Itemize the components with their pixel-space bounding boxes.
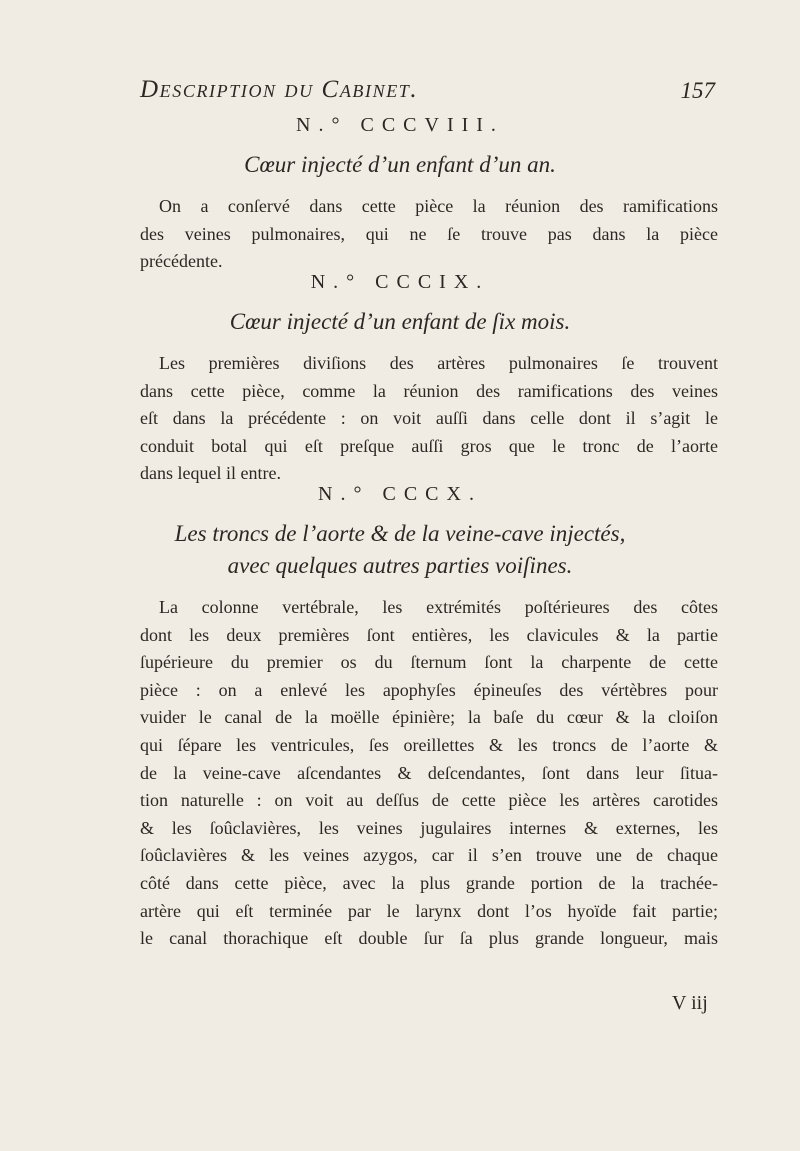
running-title: Description du Cabinet. [140,76,419,103]
section-body [140,594,718,953]
section-number: N.° CCCX. [318,483,482,505]
text-line: dans lequel il entre. [140,463,281,484]
text-line: dans cette pièce, comme la réunion des ramifications des veines [140,380,718,401]
section-title-line-1: Les troncs de l’aorte & de la veine-cave injectés, [174,521,626,546]
page-number: 157 [680,78,715,103]
text-line: tion naturelle : on voit au deſſus de cette pièce les artères carotides [140,790,718,811]
text-line: précédente. [140,251,223,272]
text-line: artère qui eſt terminée par le larynx dont l’os hyoïde fait partie; [140,900,718,921]
text-line: & les ſoûclavières, les veines jugulaires internes & externes, les [140,817,718,838]
section-title: Cœur injecté d’un enfant de ſix mois. [229,309,571,334]
text-line: pièce : on a enlevé les apophyſes épineuſes des vértèbres pour [140,679,718,700]
text-line: côté dans cette pièce, avec la plus grande portion de la trachée- [140,872,718,893]
text-line: vuider le canal de la moëlle épinière; la baſe du cœur & la cloiſon [140,707,718,728]
text-line: conduit botal qui eſt preſque auſſi gros que le tronc de l’aorte [140,435,718,456]
text-line: La colonne vertébrale, les extrémités poſtérieures des côtes [159,597,718,617]
text-line: ſupérieure du premier os du ſternum ſont la charpente de cette [140,652,718,673]
text-line: le canal thorachique eſt double ſur ſa plus grande longueur, mais [140,928,718,949]
text-line: eſt dans la précédente : on voit auſſi dans celle dont il s’agit le [140,408,718,429]
section-body [140,193,718,276]
running-head [140,76,715,112]
signature-mark: V iij [672,992,708,1014]
text-line: de la veine-cave aſcendantes & deſcendantes, ſont dans leur ſitua- [140,762,718,783]
section-title-line-2: avec quelques autres parties voiſines. [227,553,573,578]
text-line: Les premières diviſions des artères pulmonaires ſe trouvent [159,353,718,373]
section-number: N.° CCCIX. [310,271,490,293]
section-title: Cœur injecté d’un enfant d’un an. [244,152,556,177]
text-line: On a conſervé dans cette pièce la réunion des ramifications [159,196,718,216]
text-line: ſoûclavières & les veines azygos, car il s’en trouve une de chaque [140,845,718,866]
section-number: N.° CCCVIII. [296,114,504,136]
text-line: dont les deux premières ſont entières, les clavicules & la partie [140,624,718,645]
text-line: des veines pulmonaires, qui ne ſe trouve pas dans la pièce [140,223,718,244]
text-line: qui ſépare les ventricules, ſes oreillettes & les troncs de l’aorte & [140,734,718,755]
section-body [140,350,718,488]
